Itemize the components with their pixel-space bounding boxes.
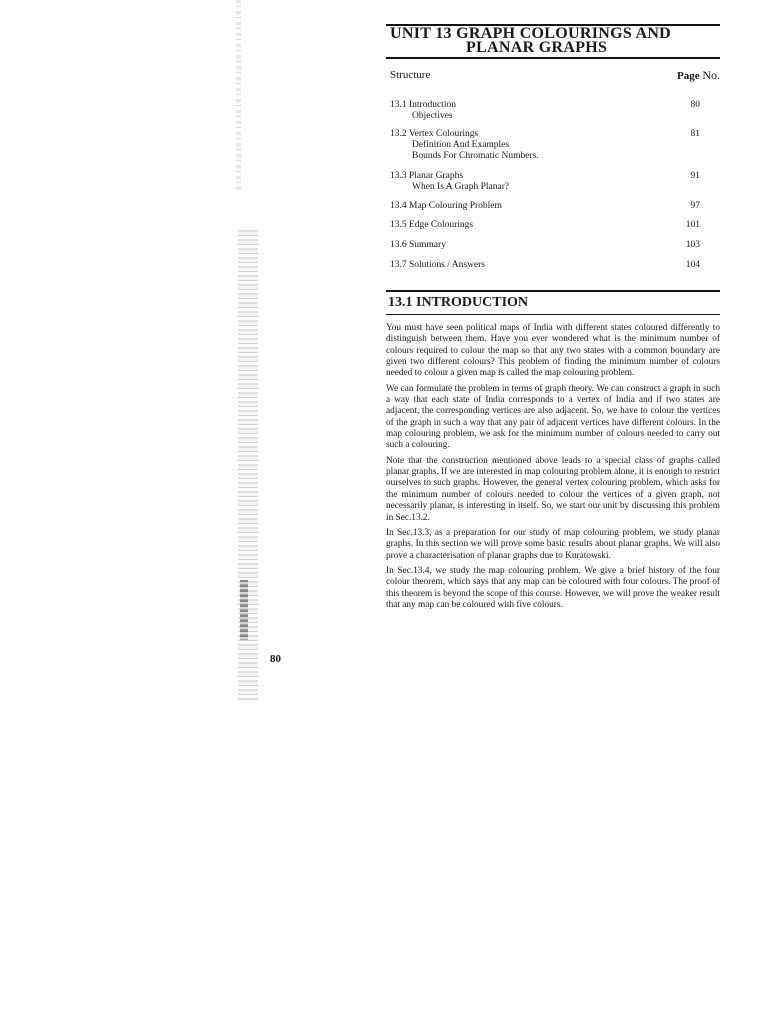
paragraph: In Sec.13.3, as a preparation for our study of map colouring problem, we study planar graphs. In this section we will prove some basic results about planar graphs. We will also prove a characterisation of planar graphs due to Kuratowski.	[386, 527, 720, 561]
title-rule	[386, 57, 720, 59]
toc-item-page: 97	[690, 201, 700, 211]
section-rule-top	[386, 290, 720, 292]
paragraph: You must have seen political maps of India with different states coloured differently to distinguish between them. Have you ever wondered what is the minimum number of colours required to colour the map so that any two states with a common boundary are given two different colours? This problem of finding the minimum number of colours needed to colour a given map is called the map colouring problem.	[386, 323, 720, 379]
toc-item-page: 103	[685, 240, 700, 250]
paragraph: We can formulate the problem in terms of graph theory. We can construct a graph in such a way that each state of India corresponds to a vertex of India and if two states are adjacent, the corresponding vertices are also adjacent. So, we have to colour the vertices of the graph in such a way that any pair of adjacent vertices have different colours. In the map colouring problem, we ask for the minimum number of colours needed to carry out such a colouring.	[386, 383, 720, 451]
paragraph: In Sec.13.4, we study the map colouring problem. We give a brief history of the four colour theorem, which says that any map can be coloured with four colours. The proof of this theorem is beyond the scope of this course. However, we will prove the weaker result that any map can be coloured with five colours.	[386, 565, 720, 610]
toc-item-title: 13.4 Map Colouring Problem	[390, 201, 502, 211]
binding-shadow-dark	[240, 580, 248, 640]
toc-item-page: 80	[690, 100, 700, 110]
toc-item-sub: Definition And Examples	[412, 140, 510, 150]
paragraph: Note that the construction mentioned above leads to a special class of graphs called planar graphs. If we are interested in map colouring problem alone, it is enough to restrict ourselves to such graphs. However, the general vertex colouring problem, which asks for the minimum number of colours needed to colour the vertices of a given graph, not necessarily planar, is interesting in itself. So, we start our unit by discussing this problem in Sec.13.2.	[386, 455, 720, 523]
binding-shadow-top	[236, 0, 241, 190]
unit-title	[390, 27, 671, 55]
toc-item-title: 13.3 Planar Graphs	[390, 171, 464, 181]
page-label: Page	[676, 70, 700, 82]
toc-item	[390, 260, 700, 280]
toc-item	[390, 129, 700, 171]
section-rule-bottom	[386, 314, 720, 315]
toc-item-sub: When Is A Graph Planar?	[412, 182, 510, 192]
table-of-contents	[390, 100, 700, 280]
toc-item	[390, 171, 700, 201]
toc-item-sub: Objectives	[412, 111, 453, 121]
body-text	[386, 323, 720, 615]
toc-item	[390, 201, 700, 220]
toc-item	[390, 220, 700, 240]
no-label: No.	[702, 68, 720, 82]
toc-item-page: 91	[690, 171, 700, 181]
page-number: 80	[270, 653, 281, 665]
toc-item-page: 104	[685, 260, 700, 270]
structure-header	[390, 69, 720, 81]
toc-item-title: 13.1 Introduction	[390, 100, 456, 110]
toc-item-title: 13.7 Solutions / Answers	[390, 260, 486, 270]
toc-item	[390, 240, 700, 260]
toc-item-title: 13.6 Summary	[390, 240, 446, 250]
toc-item-sub: Bounds For Chromatic Numbers.	[412, 151, 539, 161]
toc-item	[390, 100, 700, 129]
toc-item-page: 81	[690, 129, 700, 139]
unit-title-line-1: UNIT 13 GRAPH COLOURINGS AND	[390, 25, 672, 42]
toc-item-page: 101	[685, 220, 700, 230]
section-heading: 13.1 INTRODUCTION	[388, 295, 529, 310]
page-no-label	[677, 68, 720, 83]
unit-title-line-2: PLANAR GRAPHS	[466, 39, 608, 56]
toc-item-title: 13.2 Vertex Colourings	[390, 129, 479, 139]
structure-label: Structure	[390, 69, 431, 81]
toc-item-title: 13.5 Edge Colourings	[390, 220, 474, 230]
